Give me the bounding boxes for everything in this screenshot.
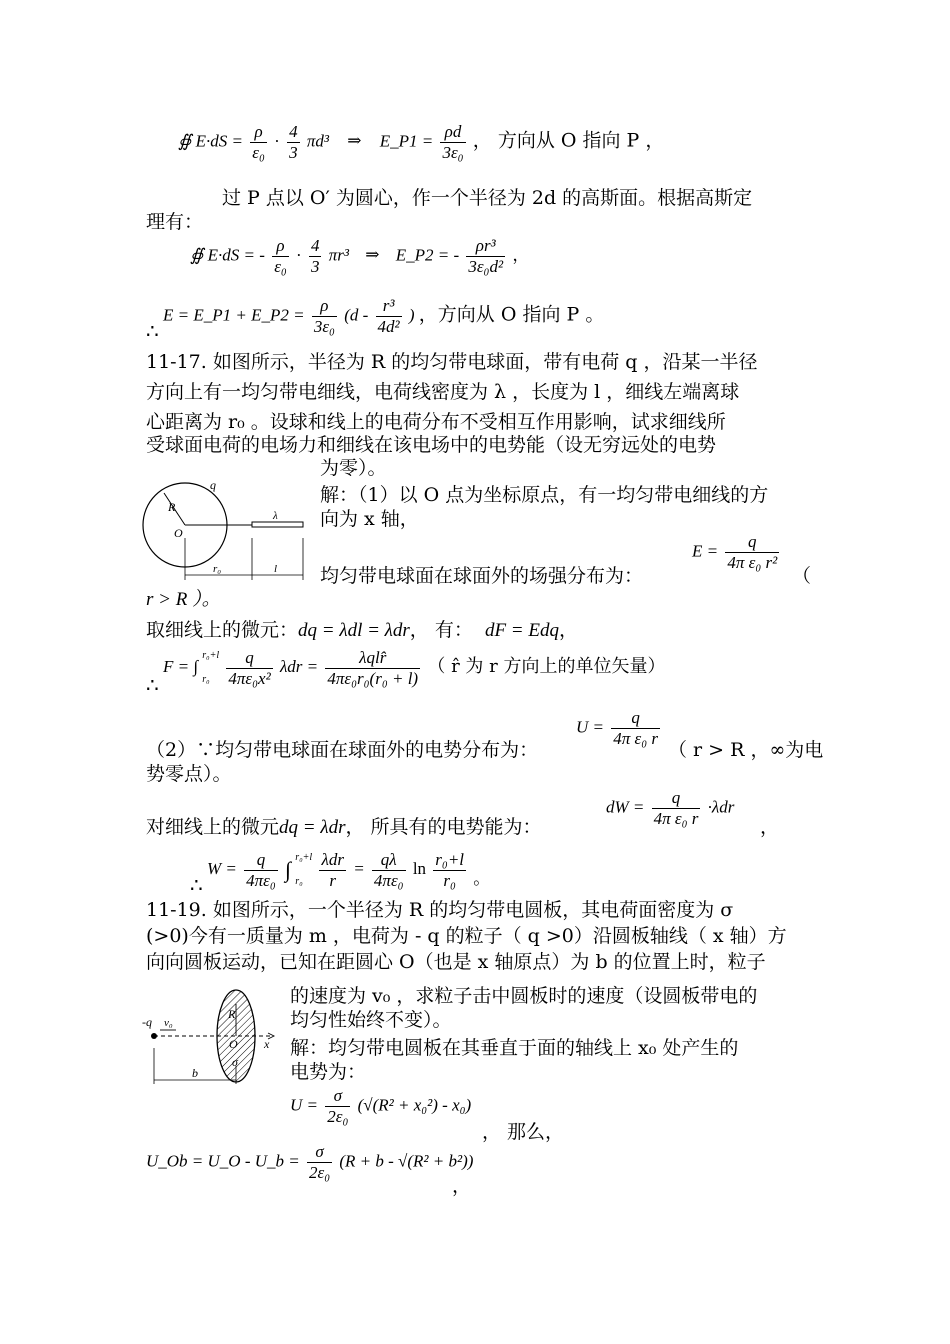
fig2-label-x: x bbox=[264, 1037, 270, 1051]
problem-11-19-line: 11-19. 如图所示，一个半径为 R 的均匀带电圆板，其电荷面密度为 σ bbox=[146, 899, 734, 921]
part2-condition: （ r > R ，∞为电 bbox=[668, 739, 824, 761]
fraction: $\frac{\rho}{\text{ε₀}}$ bbox=[252, 122, 265, 162]
fraction: $\frac{\sigma}{\text{2ε₀}}$ bbox=[327, 1086, 349, 1126]
gauss-equation-2: ∯ E·dS = - $\frac{\rho}{\text{ε₀}}$ · $\frac{4}{3}$ πr³ ⇒ E_P2 = - $\frac{\text{ρr³}}{\text{3ε₀d²}}$ ， bbox=[190, 236, 530, 276]
fraction: $\frac{\text{λdr}}{r}$ bbox=[321, 849, 344, 890]
condition-text: r > R ）。 bbox=[146, 589, 221, 610]
fig1-label-l: l bbox=[274, 563, 278, 575]
fraction: $\frac{4}{3}$ bbox=[289, 122, 298, 162]
problem-11-19-line: (>0)今有一质量为 m ，电荷为 - q 的粒子（ q >0）沿圆板轴线（ x 轴）方 bbox=[146, 925, 787, 947]
fig2-label-q: -q bbox=[142, 1015, 152, 1029]
fraction: $\frac{q}{\text{4π ε₀ r²}}$ bbox=[727, 532, 778, 572]
solution-line: 向为 x 轴， bbox=[320, 508, 419, 530]
fraction: $\frac{4}{3}$ bbox=[310, 236, 320, 276]
dW-equation: dW = $\frac{q}{\text{4π ε₀ r}}$ ·λdr bbox=[606, 788, 735, 828]
force-equation: ∴ F = ∫ r₀+l r₀ $\frac{q}{\text{4πε₀x²}}$ λdr = $\frac{\text{λqlr̂}}{\text{4πε₀r₀(r₀ + l)}}$ （ r̂ 为 r 方向上的单位矢量） bbox=[146, 647, 666, 697]
field-equation: E = $\frac{q}{\text{4π ε₀ r²}}$ bbox=[692, 532, 778, 572]
fraction: $\frac{q}{\text{4π ε₀ r}}$ bbox=[653, 788, 699, 828]
paragraph-line: 理有： bbox=[146, 211, 204, 233]
problem-11-17-line: 方向上有一均匀带电细线，电荷线密度为 λ ，长度为 l ，细线左端离球 bbox=[146, 381, 740, 403]
fig1-label-lambda: λ bbox=[273, 510, 278, 522]
fig1-label-O: O bbox=[174, 526, 183, 540]
fig1-label-q: q bbox=[210, 478, 216, 492]
fraction: $\frac{q\lambda}{\text{4πε₀}}$ bbox=[373, 849, 404, 890]
micro-energy-line: 对细线上的微元dq = λdr， 所具有的电势能为： bbox=[146, 816, 542, 838]
problem-11-19-line: 均匀性始终不变）。 bbox=[290, 1009, 452, 1031]
fraction: $\frac{\rho}{\text{3ε₀}}$ bbox=[313, 296, 335, 336]
comma: ， bbox=[760, 816, 780, 838]
disk-potential-equation: U = $\frac{\sigma}{\text{2ε₀}}$ (√(R² + x₀²) - x₀) bbox=[290, 1086, 472, 1126]
part2-line: 势零点）。 bbox=[146, 763, 232, 785]
fraction: $\frac{q}{\text{4πε₀x²}}$ bbox=[228, 647, 271, 688]
comma: ， bbox=[452, 1175, 472, 1197]
fig2-label-sigma: σ bbox=[232, 1055, 238, 1069]
problem-11-17-line: 11-17. 如图所示，半径为 R 的均匀带电球面，带有电荷 q ，沿某一半径 bbox=[146, 351, 758, 373]
problem-11-17-line: 心距离为 r₀ 。设球和线上的电荷分布不受相互作用影响，试求细线所 bbox=[146, 411, 726, 433]
fraction: $\frac{\text{ρr³}}{\text{3ε₀d²}}$ bbox=[468, 236, 504, 276]
solution-line: 解：（1）以 O 点为坐标原点，有一均匀带电细线的方 bbox=[320, 484, 769, 506]
solution-line: 均匀带电球面在球面外的场强分布为： bbox=[320, 565, 644, 587]
fig2-label-R: R bbox=[228, 1007, 236, 1021]
solution-line: 解：均匀带电圆板在其垂直于面的轴线上 x₀ 处产生的 bbox=[290, 1037, 739, 1059]
fraction: $\frac{\text{r³}}{\text{4d²}}$ bbox=[377, 296, 400, 336]
potential-difference-equation: U_Ob = U_O - U_b = $\frac{\sigma}{\text{2ε₀}}$ (R + b - √(R² + b²)) bbox=[146, 1142, 474, 1182]
fig1-label-R: R bbox=[168, 500, 176, 514]
problem-11-19-line: 向向圆板运动，已知在距圆心 O（也是 x 轴原点）为 b 的位置上时，粒子 bbox=[146, 951, 766, 973]
fig2-label-b: b bbox=[192, 1066, 198, 1080]
problem-11-19-line: 的速度为 v₀ ，求粒子击中圆板时的速度（设圆板带电的 bbox=[290, 985, 758, 1007]
fraction: $\frac{q}{\text{4πε₀}}$ bbox=[246, 849, 276, 890]
sphere-line-figure bbox=[140, 478, 315, 586]
fraction: $\frac{\rho d}{\text{3ε₀}}$ bbox=[442, 122, 464, 162]
fraction: $\frac{\text{λqlr̂}}{\text{4πε₀r₀(r₀ + l)}}$ bbox=[327, 647, 419, 688]
field-sum-equation: ∴ E = E_P1 + E_P2 = $\frac{\rho}{\text{3ε₀}}$ (d - $\frac{\text{r³}}{\text{4d²}}$ ) ，方向从 O 指向 P 。 bbox=[146, 296, 605, 344]
gauss-equation-1: ∯ E·dS = $\frac{\rho}{\text{ε₀}}$ · $\frac{4}{3}$ πd³ ⇒ E_P1 = $\frac{\rho d}{\text{3ε₀}}$ ， 方向从 O 指向 P ， bbox=[178, 122, 665, 162]
fraction: $\frac{\sigma}{\text{2ε₀}}$ bbox=[309, 1142, 331, 1182]
solution-line: 电势为： bbox=[290, 1061, 367, 1083]
surface-integral: ∯ E·dS = bbox=[178, 131, 244, 151]
fig2-label-v0: v₀ bbox=[164, 1017, 173, 1029]
energy-equation: ∴ W = $\frac{q}{\text{4πε₀}}$ ∫ r₀+l r₀ $\frac{\text{λdr}}{r}$ = $\frac{q\lambda}{\text{4πε₀}}$ ln $\frac{\text{r₀+l}}{\text{r₀}}$ 。 bbox=[190, 849, 491, 897]
fig1-label-r0: r₀ bbox=[213, 563, 222, 575]
disk-figure bbox=[140, 986, 280, 1088]
problem-11-17-line: 为零）。 bbox=[320, 457, 387, 479]
then-text: ， 那么， bbox=[482, 1121, 565, 1143]
paragraph-line: 过 P 点以 O′ 为圆心，作一个半径为 2d 的高斯面。根据高斯定 bbox=[222, 187, 753, 209]
fraction: $\frac{\rho}{\text{ε₀}}$ bbox=[274, 236, 287, 276]
micro-element-line: 取细线上的微元：dq = λdl = λdr， 有： dF = Edq， bbox=[146, 619, 578, 641]
problem-11-17-line: 受球面电荷的电场力和细线在该电场中的电势能（设无穷远处的电势 bbox=[146, 434, 717, 456]
condition-open: （ bbox=[792, 565, 812, 587]
fraction: $\frac{\text{r₀+l}}{\text{r₀}}$ bbox=[435, 849, 465, 890]
potential-equation: U = $\frac{q}{\text{4π ε₀ r}}$ bbox=[576, 708, 658, 748]
fraction: $\frac{q}{\text{4π ε₀ r}}$ bbox=[613, 708, 658, 748]
part2-line: （2）∵均匀带电球面在球面外的电势分布为： bbox=[146, 739, 539, 761]
fig2-label-O: O bbox=[229, 1037, 238, 1051]
